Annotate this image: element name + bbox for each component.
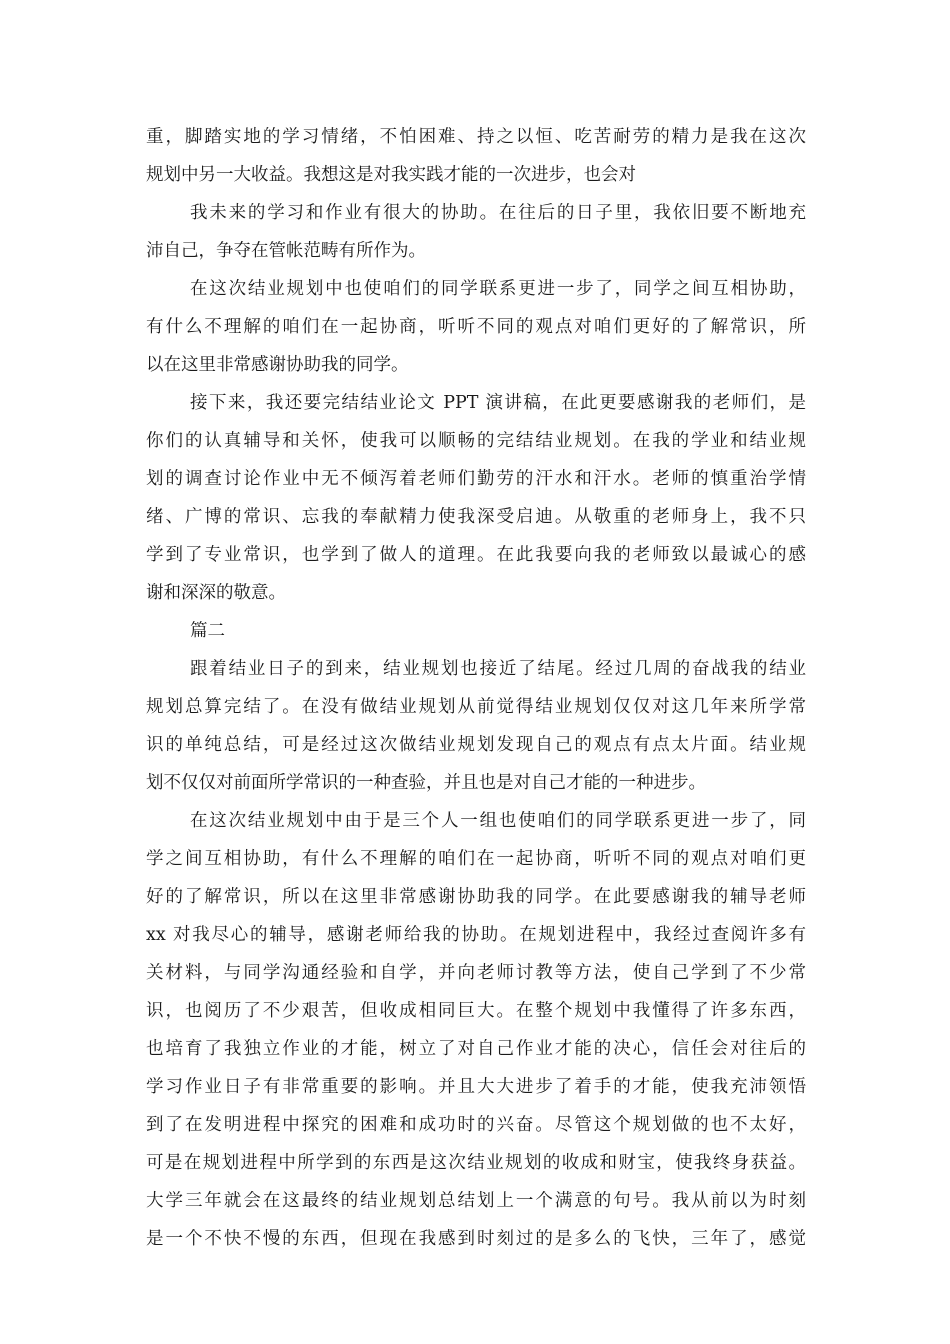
text-line: 规划中另一大收益。我想这是对我实践才能的一次进步，也会对	[146, 165, 636, 185]
text-line: 接下来，我还要完结结业论文 PPT 演讲稿，在此更要感谢我的老师们，是	[190, 393, 806, 413]
text-line: 以在这里非常感谢协助我的同学。	[146, 355, 409, 375]
text-line: 重，脚踏实地的学习情绪，不怕困难、持之以恒、吃苦耐劳的精力是我在这次	[146, 127, 806, 147]
text-line: 也培育了我独立作业的才能，树立了对自己作业才能的决心，信任会对往后的	[146, 1039, 806, 1059]
text-line: 好的了解常识，所以在这里非常感谢协助我的同学。在此要感谢我的辅导老师	[146, 887, 806, 907]
text-line: 跟着结业日子的到来，结业规划也接近了结尾。经过几周的奋战我的结业	[190, 659, 806, 679]
text-line: 绪、广博的常识、忘我的奉献精力使我深受启迪。从敬重的老师身上，我不只	[146, 507, 806, 527]
text-line: 识，也阅历了不少艰苦，但收成相同巨大。在整个规划中我懂得了许多东西，	[146, 1001, 806, 1021]
text-line: 在这次结业规划中由于是三个人一组也使咱们的同学联系更进一步了，同	[190, 811, 806, 831]
text-line: xx 对我尽心的辅导，感谢老师给我的协助。在规划进程中，我经过查阅许多有	[146, 925, 806, 945]
text-line: 沛自己，争夺在管帐范畴有所作为。	[146, 241, 426, 261]
text-line: 你们的认真辅导和关怀，使我可以顺畅的完结结业规划。在我的学业和结业规	[146, 431, 806, 451]
text-line: 有什么不理解的咱们在一起协商，听听不同的观点对咱们更好的了解常识，所	[146, 317, 806, 337]
text-line: 是一个不快不慢的东西，但现在我感到时刻过的是多么的飞快，三年了，感觉	[146, 1229, 806, 1249]
text-line: 我未来的学习和作业有很大的协助。在往后的日子里，我依旧要不断地充	[190, 203, 806, 223]
text-line: 规划总算完结了。在没有做结业规划从前觉得结业规划仅仅对这几年来所学常	[146, 697, 806, 717]
text-line: 学到了专业常识，也学到了做人的道理。在此我要向我的老师致以最诚心的感	[146, 545, 806, 565]
document-body	[146, 118, 806, 1258]
text-line: 划的调查讨论作业中无不倾泻着老师们勤劳的汗水和汗水。老师的慎重治学情	[146, 469, 806, 489]
text-line: 学习作业日子有非常重要的影响。并且大大进步了着手的才能，使我充沛领悟	[146, 1077, 806, 1097]
text-line: 到了在发明进程中探究的困难和成功时的兴奋。尽管这个规划做的也不太好，	[146, 1115, 806, 1135]
text-line: 关材料，与同学沟通经验和自学，并向老师讨教等方法，使自己学到了不少常	[146, 963, 806, 983]
text-line: 识的单纯总结，可是经过这次做结业规划发现自己的观点有点太片面。结业规	[146, 735, 806, 755]
text-line: 可是在规划进程中所学到的东西是这次结业规划的收成和财宝，使我终身获益。	[146, 1153, 806, 1173]
text-line: 大学三年就会在这最终的结业规划总结划上一个满意的句号。我从前以为时刻	[146, 1191, 806, 1211]
text-line: 在这次结业规划中也使咱们的同学联系更进一步了，同学之间互相协助，	[190, 279, 806, 299]
text-line: 划不仅仅对前面所学常识的一种查验，并且也是对自己才能的一种进步。	[146, 773, 706, 793]
text-line: 谢和深深的敬意。	[146, 583, 286, 603]
text-line: 篇二	[190, 621, 225, 641]
text-line: 学之间互相协助，有什么不理解的咱们在一起协商，听听不同的观点对咱们更	[146, 849, 806, 869]
